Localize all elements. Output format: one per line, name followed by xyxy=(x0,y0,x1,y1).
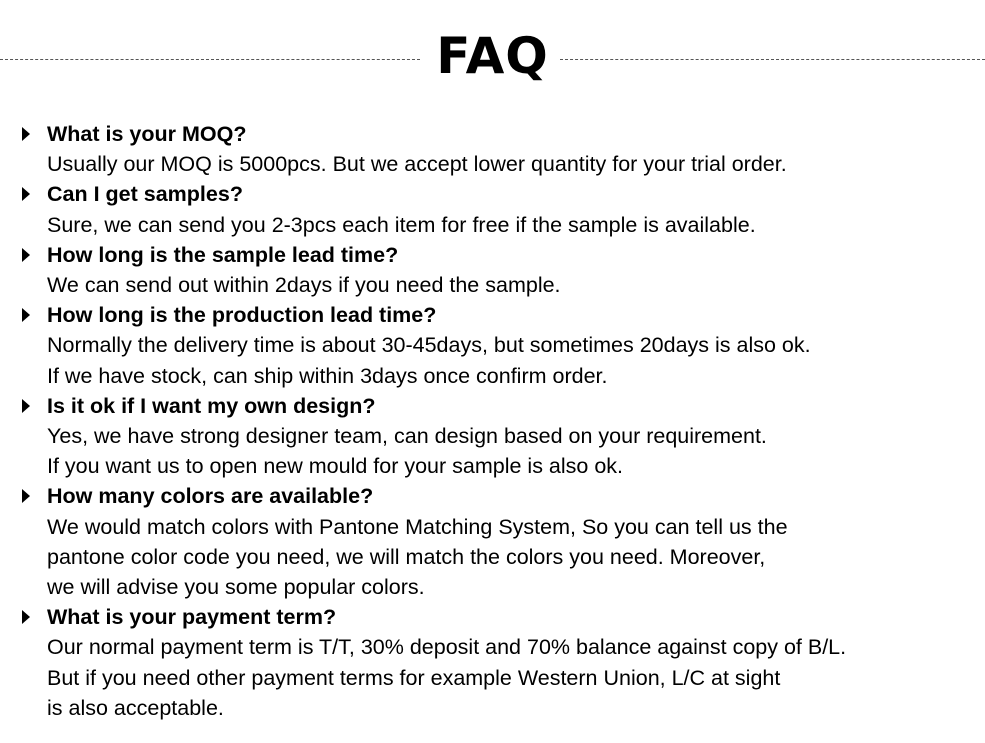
faq-answer-line: We would match colors with Pantone Matching System, So you can tell us the xyxy=(47,514,788,539)
faq-item xyxy=(0,179,985,239)
faq-answer-line: we will advise you some popular colors. xyxy=(47,575,425,600)
faq-answer-line: We can send out within 2days if you need the sample. xyxy=(47,273,561,298)
faq-question: Can I get samples? xyxy=(47,182,243,207)
faq-item xyxy=(0,300,985,391)
faq-answer-line: Sure, we can send you 2-3pcs each item for free if the sample is available. xyxy=(47,212,756,237)
faq-answer-line: is also acceptable. xyxy=(47,695,224,720)
dashed-divider-right xyxy=(560,59,985,60)
faq-question: How many colors are available? xyxy=(47,484,374,509)
triangle-bullet-icon xyxy=(22,248,30,262)
faq-item xyxy=(0,602,985,723)
faq-item xyxy=(0,481,985,602)
faq-answer-line: pantone color code you need, we will match the colors you need. Moreover, xyxy=(47,544,766,569)
triangle-bullet-icon xyxy=(22,127,30,141)
triangle-bullet-icon xyxy=(22,308,30,322)
faq-question: Is it ok if I want my own design? xyxy=(47,393,376,418)
faq-question: How long is the production lead time? xyxy=(47,303,437,328)
page-title: FAQ xyxy=(436,27,549,85)
triangle-bullet-icon xyxy=(22,489,30,503)
faq-question: What is your payment term? xyxy=(47,605,337,630)
faq-answer-line: But if you need other payment terms for example Western Union, L/C at sight xyxy=(47,665,781,690)
faq-answer-line: Normally the delivery time is about 30-45days, but sometimes 20days is also ok. xyxy=(47,333,811,358)
faq-list xyxy=(0,119,985,723)
faq-item xyxy=(0,391,985,482)
triangle-bullet-icon xyxy=(22,399,30,413)
faq-answer-line: Our normal payment term is T/T, 30% deposit and 70% balance against copy of B/L. xyxy=(47,635,847,660)
triangle-bullet-icon xyxy=(22,610,30,624)
faq-answer-line: If we have stock, can ship within 3days once confirm order. xyxy=(47,363,608,388)
faq-item xyxy=(0,240,985,300)
faq-question: What is your MOQ? xyxy=(47,122,247,146)
faq-answer-line: If you want us to open new mould for your sample is also ok. xyxy=(47,454,624,479)
faq-answer-line: Yes, we have strong designer team, can design based on your requirement. xyxy=(47,424,767,449)
triangle-bullet-icon xyxy=(22,187,30,201)
faq-question: How long is the sample lead time? xyxy=(47,242,399,267)
faq-item xyxy=(0,119,985,179)
faq-header xyxy=(0,0,985,110)
faq-answer-line: Usually our MOQ is 5000pcs. But we accept lower quantity for your trial order. xyxy=(47,152,787,177)
